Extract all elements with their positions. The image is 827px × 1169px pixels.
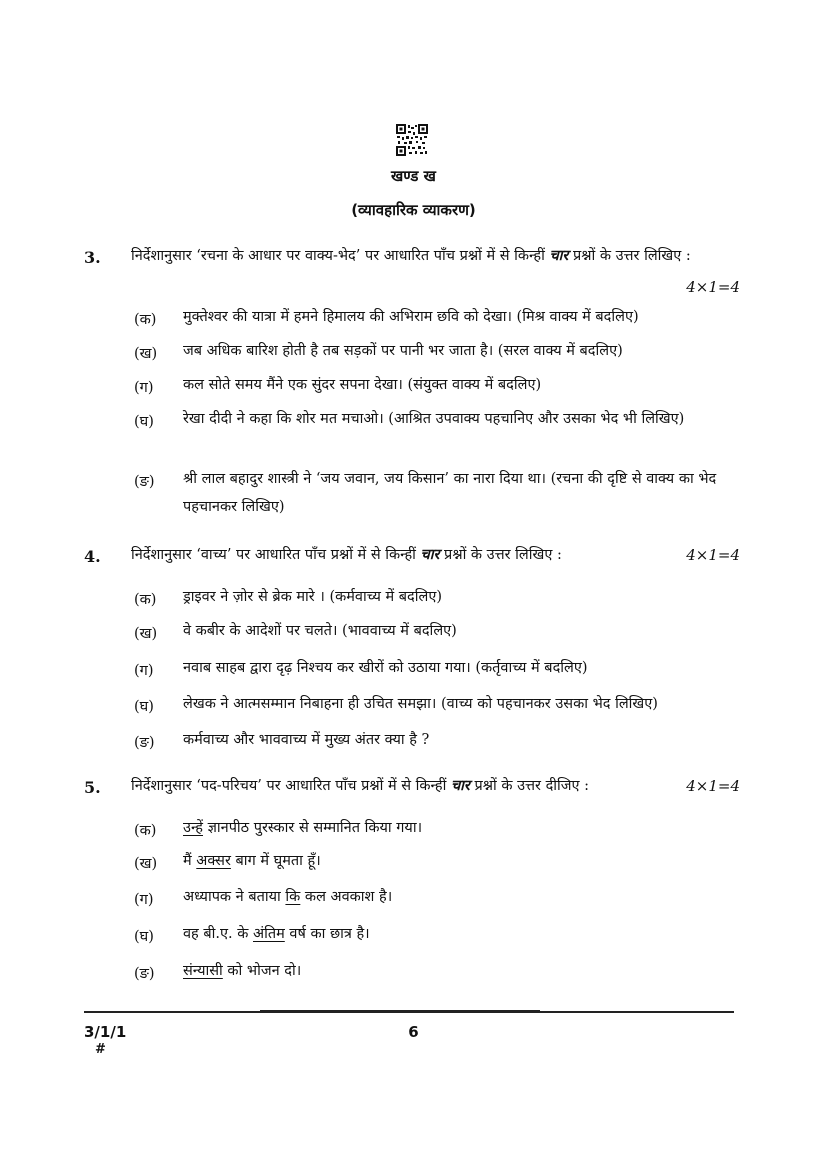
option-label: (ख)	[134, 626, 158, 642]
option-label: (ख)	[134, 856, 158, 872]
option-text-part: को भोजन दो।	[222, 963, 302, 979]
question-marks: 4×1=4	[686, 546, 740, 564]
question-text-emphasis: चार	[549, 247, 569, 264]
option-text: मुक्तेश्वर की यात्रा में हमने हिमालय की अभिराम छवि को देखा। (मिश्र वाक्य में बदलिए)	[183, 309, 639, 325]
option-text: श्री लाल बहादुर शास्त्री ने ‘जय जवान, जय किसान’ का नारा दिया था। (रचना की दृष्टि से वाक्य का भेद पहचानकर लिखिए)	[183, 471, 717, 515]
option-text-part: वर्ष का छात्र है।	[284, 926, 370, 942]
question-text-part: निर्देशानुसार ‘वाच्य’ पर आधारित पाँच प्रश्नों में से किन्हीं	[131, 547, 421, 563]
question-text	[131, 541, 686, 569]
paper-code: 3/1/1	[84, 1023, 127, 1041]
option-label: (क)	[134, 823, 157, 839]
section-title: खण्ड ख	[391, 167, 436, 185]
question-text-part: निर्देशानुसार ‘पद-परिचय’ पर आधारित पाँच प्रश्नों में से किन्हीं	[131, 778, 451, 794]
page-number: 6	[408, 1023, 419, 1041]
option-text-part: अध्यापक ने बताया	[183, 889, 286, 905]
question-marks: 4×1=4	[686, 777, 740, 795]
option-label: (क)	[134, 592, 157, 608]
option-text: कल सोते समय मैंने एक सुंदर सपना देखा। (संयुक्त वाक्य में बदलिए)	[183, 377, 542, 393]
question-text	[131, 772, 686, 800]
option-text	[183, 847, 723, 875]
underlined-word: कि	[285, 889, 301, 905]
option-text-part: मैं	[183, 853, 197, 869]
underlined-word: अंतिम	[253, 926, 285, 942]
option-text: रेखा दीदी ने कहा कि शोर मत मचाओ। (आश्रित उपवाक्य पहचानिए और उसका भेद भी लिखिए)	[183, 411, 685, 427]
footer-divider-thick	[260, 1010, 540, 1013]
qr-code-icon	[396, 124, 428, 156]
option-label: (घ)	[134, 929, 154, 945]
option-label: (घ)	[134, 414, 154, 430]
underlined-word: उन्हें	[183, 820, 203, 836]
option-text	[183, 957, 723, 985]
question-text-part: निर्देशानुसार ‘रचना के आधार पर वाक्य-भेद’ पर आधारित पाँच प्रश्नों में से किन्हीं	[131, 248, 550, 264]
option-text: ड्राइवर ने ज़ोर से ब्रेक मारे । (कर्मवाच्य में बदलिए)	[183, 589, 443, 605]
option-text: वे कबीर के आदेशों पर चलते। (भाववाच्य में बदलिए)	[183, 623, 457, 639]
option-label: (ङ)	[134, 966, 155, 982]
option-text: लेखक ने आत्मसम्मान निबाहना ही उचित समझा। (वाच्य को पहचानकर उसका भेद लिखिए)	[183, 696, 658, 712]
paper-code-mark: #	[95, 1042, 106, 1057]
option-label: (ख)	[134, 346, 158, 362]
option-label: (ङ)	[134, 735, 155, 751]
option-text-part: बाग में घूमता हूँ।	[230, 853, 321, 869]
option-text	[183, 883, 723, 911]
question-text-emphasis: चार	[420, 546, 440, 563]
option-label: (ङ)	[134, 474, 155, 490]
underlined-word: संन्यासी	[183, 963, 223, 979]
question-number: 4.	[84, 547, 101, 566]
option-text-part: वह बी.ए. के	[183, 926, 253, 942]
option-text-part: ज्ञानपीठ पुरस्कार से सम्मानित किया गया।	[202, 820, 423, 836]
option-text: नवाब साहब द्वारा दृढ़ निश्चय कर खीरों को उठाया गया। (कर्तृवाच्य में बदलिए)	[183, 660, 588, 676]
option-text	[183, 814, 723, 842]
option-text: जब अधिक बारिश होती है तब सड़कों पर पानी भर जाता है। (सरल वाक्य में बदलिए)	[183, 343, 623, 359]
section-subtitle: (व्यावहारिक व्याकरण)	[351, 201, 476, 219]
option-label: (ग)	[134, 380, 154, 396]
question-text	[131, 242, 716, 270]
underlined-word: अक्सर	[196, 853, 231, 869]
question-number: 3.	[84, 248, 101, 267]
option-label: (ग)	[134, 892, 154, 908]
option-label: (ग)	[134, 663, 154, 679]
option-text	[183, 920, 723, 948]
question-marks: 4×1=4	[686, 278, 740, 296]
option-label: (क)	[134, 312, 157, 328]
option-text: कर्मवाच्य और भाववाच्य में मुख्य अंतर क्या है ?	[183, 732, 430, 748]
question-text-emphasis: चार	[450, 777, 470, 794]
option-text-part: कल अवकाश है।	[300, 889, 393, 905]
question-number: 5.	[84, 778, 101, 797]
question-text-part: प्रश्नों के उत्तर लिखिए :	[568, 248, 691, 264]
question-text-part: प्रश्नों के उत्तर दीजिए :	[469, 778, 590, 794]
option-label: (घ)	[134, 699, 154, 715]
question-text-part: प्रश्नों के उत्तर लिखिए :	[439, 547, 562, 563]
